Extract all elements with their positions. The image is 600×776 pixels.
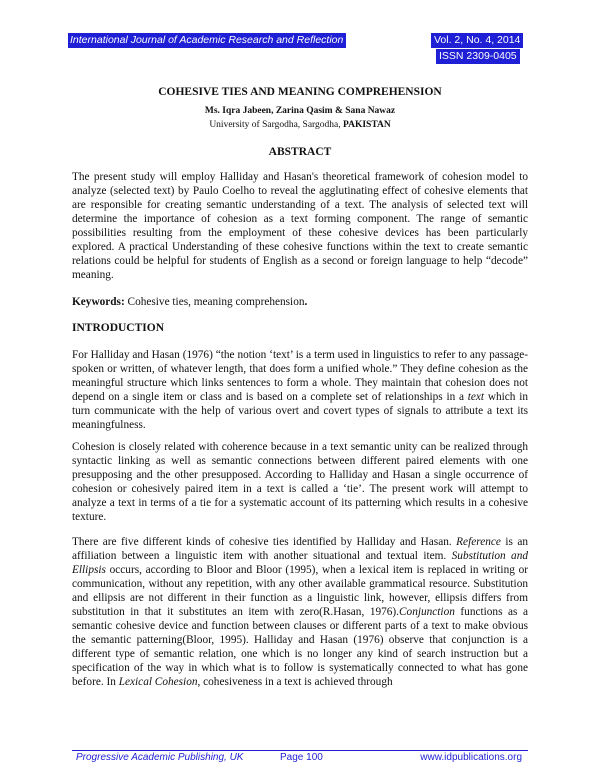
page-footer [72,750,528,765]
authors: Ms. Iqra Jabeen, Zarina Qasim & Sana Nawaz [204,106,396,116]
keywords-end: . [304,296,308,308]
keywords [72,296,307,308]
article-title: COHESIVE TIES AND MEANING COMPREHENSION [158,86,442,98]
footer-website[interactable]: www.idpublications.org [420,752,522,763]
affiliation-university: University of Sargodha, Sargodha, [209,120,343,130]
intro-paragraph-1: For Halliday and Hasan (1976) “the notion ‘text’ is a term used in linguistics to refer to any passage- spoken or written, of whatever length, that does form a unified whole.” They define cohesion as the meaningful structure which links sentences to form a whole. They maintain that cohesion does not depend on a single item or class and is based on a complete set of relationships in a text which in turn communicate with the help of various overt and covert types of signals to attribute a text its meaningfulness. [72,349,528,431]
footer-page-number: Page 100 [280,752,323,763]
abstract-heading: ABSTRACT [268,146,332,158]
affiliation-country: PAKISTAN [343,120,391,130]
journal-name: International Journal of Academic Research and Reflection [68,33,346,48]
keywords-label: Keywords: [72,296,125,308]
abstract-text: The present study will employ Halliday and Hasan's theoretical framework of cohesion model to analyze (selected text) by Paulo Coelho to reveal the agglutinating effect of cohesive elements that are responsible for creating semantic understanding of a text. The analysis of selected text will determine the importance of cohesion as a text forming component. The range of semantic possibilities resulting from the employment of these cohesive devices has been particularly explored. A practical Understanding of these cohesive functions within the text to create semantic relations could be helpful for students of English as a second or foreign language to help “decode” meaning. [72,171,528,281]
intro-paragraph-2: Cohesion is closely related with coherence because in a text semantic unity can be realized through syntactic linking as well as semantic connections between different paired elements with one presupposing and the other presupposed. According to Halliday and Hasan a single occurrence of cohesion or cohesively paired item in a text is called a ‘tie’. The present work will attempt to analyze a text in terms of a tie for a systematic account of its patterning which results in a cohesive texture. [72,441,528,523]
volume-info: Vol. 2, No. 4, 2014 [431,33,523,48]
intro-paragraph-3: There are five different kinds of cohesive ties identified by Halliday and Hasan. Reference is an affiliation between a linguistic item with another situational and textual item. Substitution and Ellipsis occurs, according to Bloor and Bloor (1995), when a lexical item is replaced in writing or communication, without any repetition, with any other available grammatical resource. Substitution and ellipsis are not different in their function as a linguistic link, however, ellipsis differs from substitution in that it substitutes an item with zero(R.Hasan, 1976).Conjunction functions as a semantic cohesive device and function between clauses or different parts of a text to make obvious the semantic patterning(Bloor, 1995). Halliday and Hasan (1976) observe that conjunction is a different type of semantic relation, one which is no longer any kind of search instruction but a specification of the way in which what is to follow is systematically connected to what has gone before. In Lexical Cohesion, cohesiveness in a text is achieved through [72,536,528,688]
affiliation [0,120,600,130]
issn: ISSN 2309-0405 [436,49,520,64]
footer-publisher: Progressive Academic Publishing, UK [76,752,244,763]
keywords-text: Cohesive ties, meaning comprehension [124,296,305,308]
introduction-heading: INTRODUCTION [72,322,165,334]
